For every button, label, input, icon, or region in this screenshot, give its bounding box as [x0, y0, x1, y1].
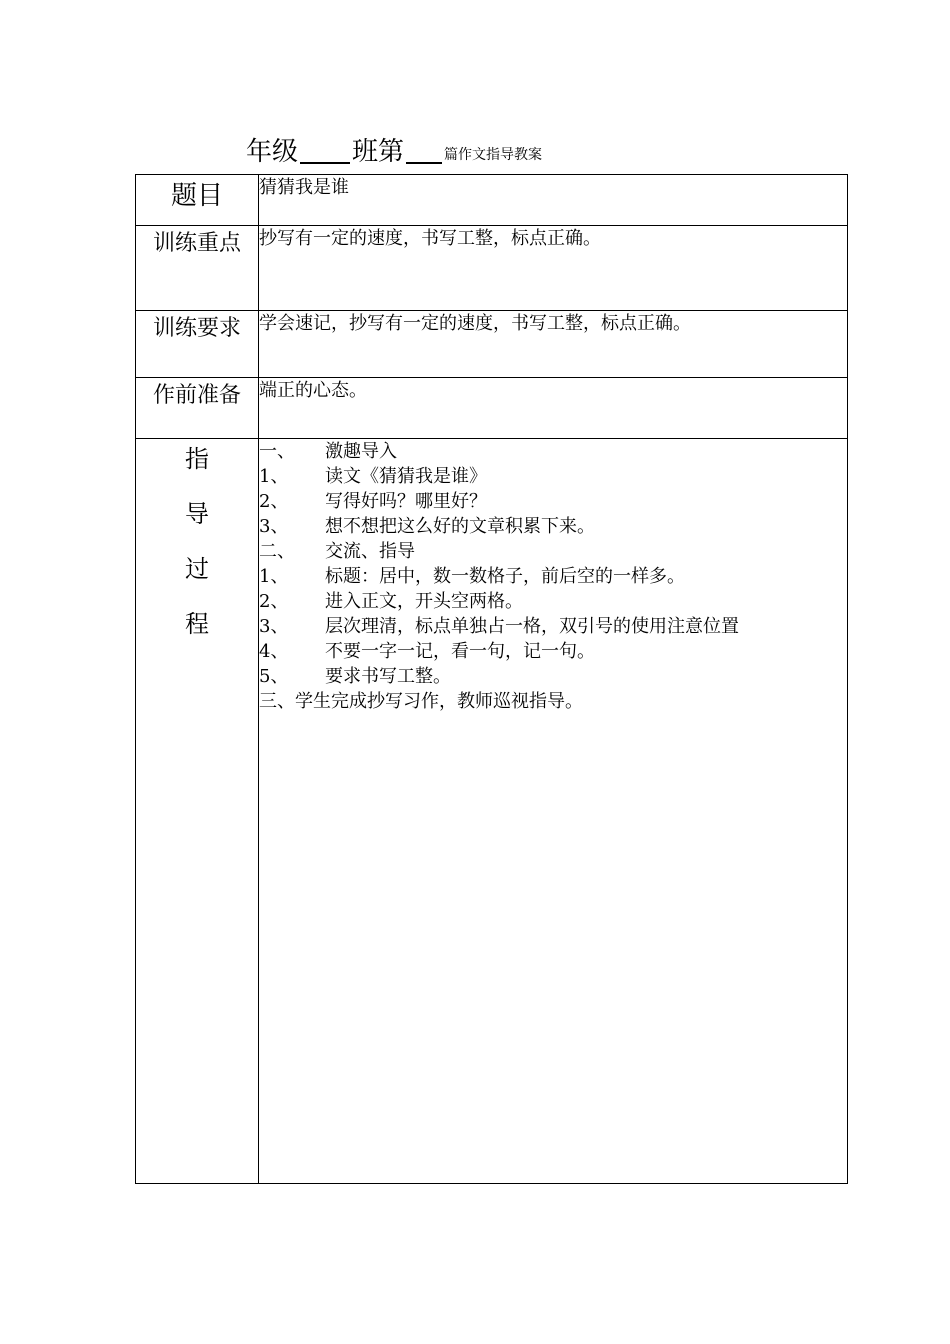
list-item: 3、 想不想把这么好的文章积累下来。	[259, 516, 595, 537]
document-title	[246, 132, 542, 168]
list-item: 2、 写得好吗？哪里好？	[259, 491, 487, 512]
content-requirements: 学会速记，抄写有一定的速度，书写工整，标点正确。	[259, 311, 848, 378]
list-item-final: 三、学生完成抄写习作，教师巡视指导。	[259, 691, 583, 712]
process-label-char: 过	[185, 555, 209, 583]
label-focus: 训练重点	[136, 226, 259, 311]
list-item: 4、 不要一字一记，看一句，记一句。	[259, 641, 595, 662]
table-row-requirements	[136, 311, 848, 378]
list-item: 1、 读文《猜猜我是谁》	[259, 466, 487, 487]
table-row-topic	[136, 175, 848, 226]
list-item: 一、 激趣导入	[259, 441, 397, 462]
number-blank	[406, 161, 442, 164]
list-item: 二、 交流、指导	[259, 541, 415, 562]
list-item: 2、 进入正文，开头空两格。	[259, 591, 523, 612]
process-label-char: 指	[185, 445, 209, 473]
label-requirements: 训练要求	[136, 311, 259, 378]
label-process	[136, 439, 259, 1184]
table-row-preparation	[136, 378, 848, 439]
content-process	[259, 439, 848, 1184]
grade-blank	[300, 161, 350, 164]
table-row-focus	[136, 226, 848, 311]
label-topic: 题目	[136, 175, 259, 226]
list-item: 1、 标题：居中，数一数格子，前后空的一样多。	[259, 566, 685, 587]
table-row-process	[136, 439, 848, 1184]
content-preparation: 端正的心态。	[259, 378, 848, 439]
lesson-plan-table	[135, 174, 848, 1184]
title-plan: 篇作文指导教案	[444, 147, 543, 163]
list-item: 5、 要求书写工整。	[259, 666, 451, 687]
content-topic: 猜猜我是谁	[259, 175, 848, 226]
list-item: 3、 层次理清，标点单独占一格，双引号的使用注意位置	[259, 616, 739, 637]
title-class: 班第	[352, 137, 405, 167]
content-focus: 抄写有一定的速度，书写工整，标点正确。	[259, 226, 848, 311]
process-label-char: 程	[185, 610, 209, 638]
label-preparation: 作前准备	[136, 378, 259, 439]
title-grade: 年级	[246, 137, 299, 167]
process-label-char: 导	[185, 500, 209, 528]
